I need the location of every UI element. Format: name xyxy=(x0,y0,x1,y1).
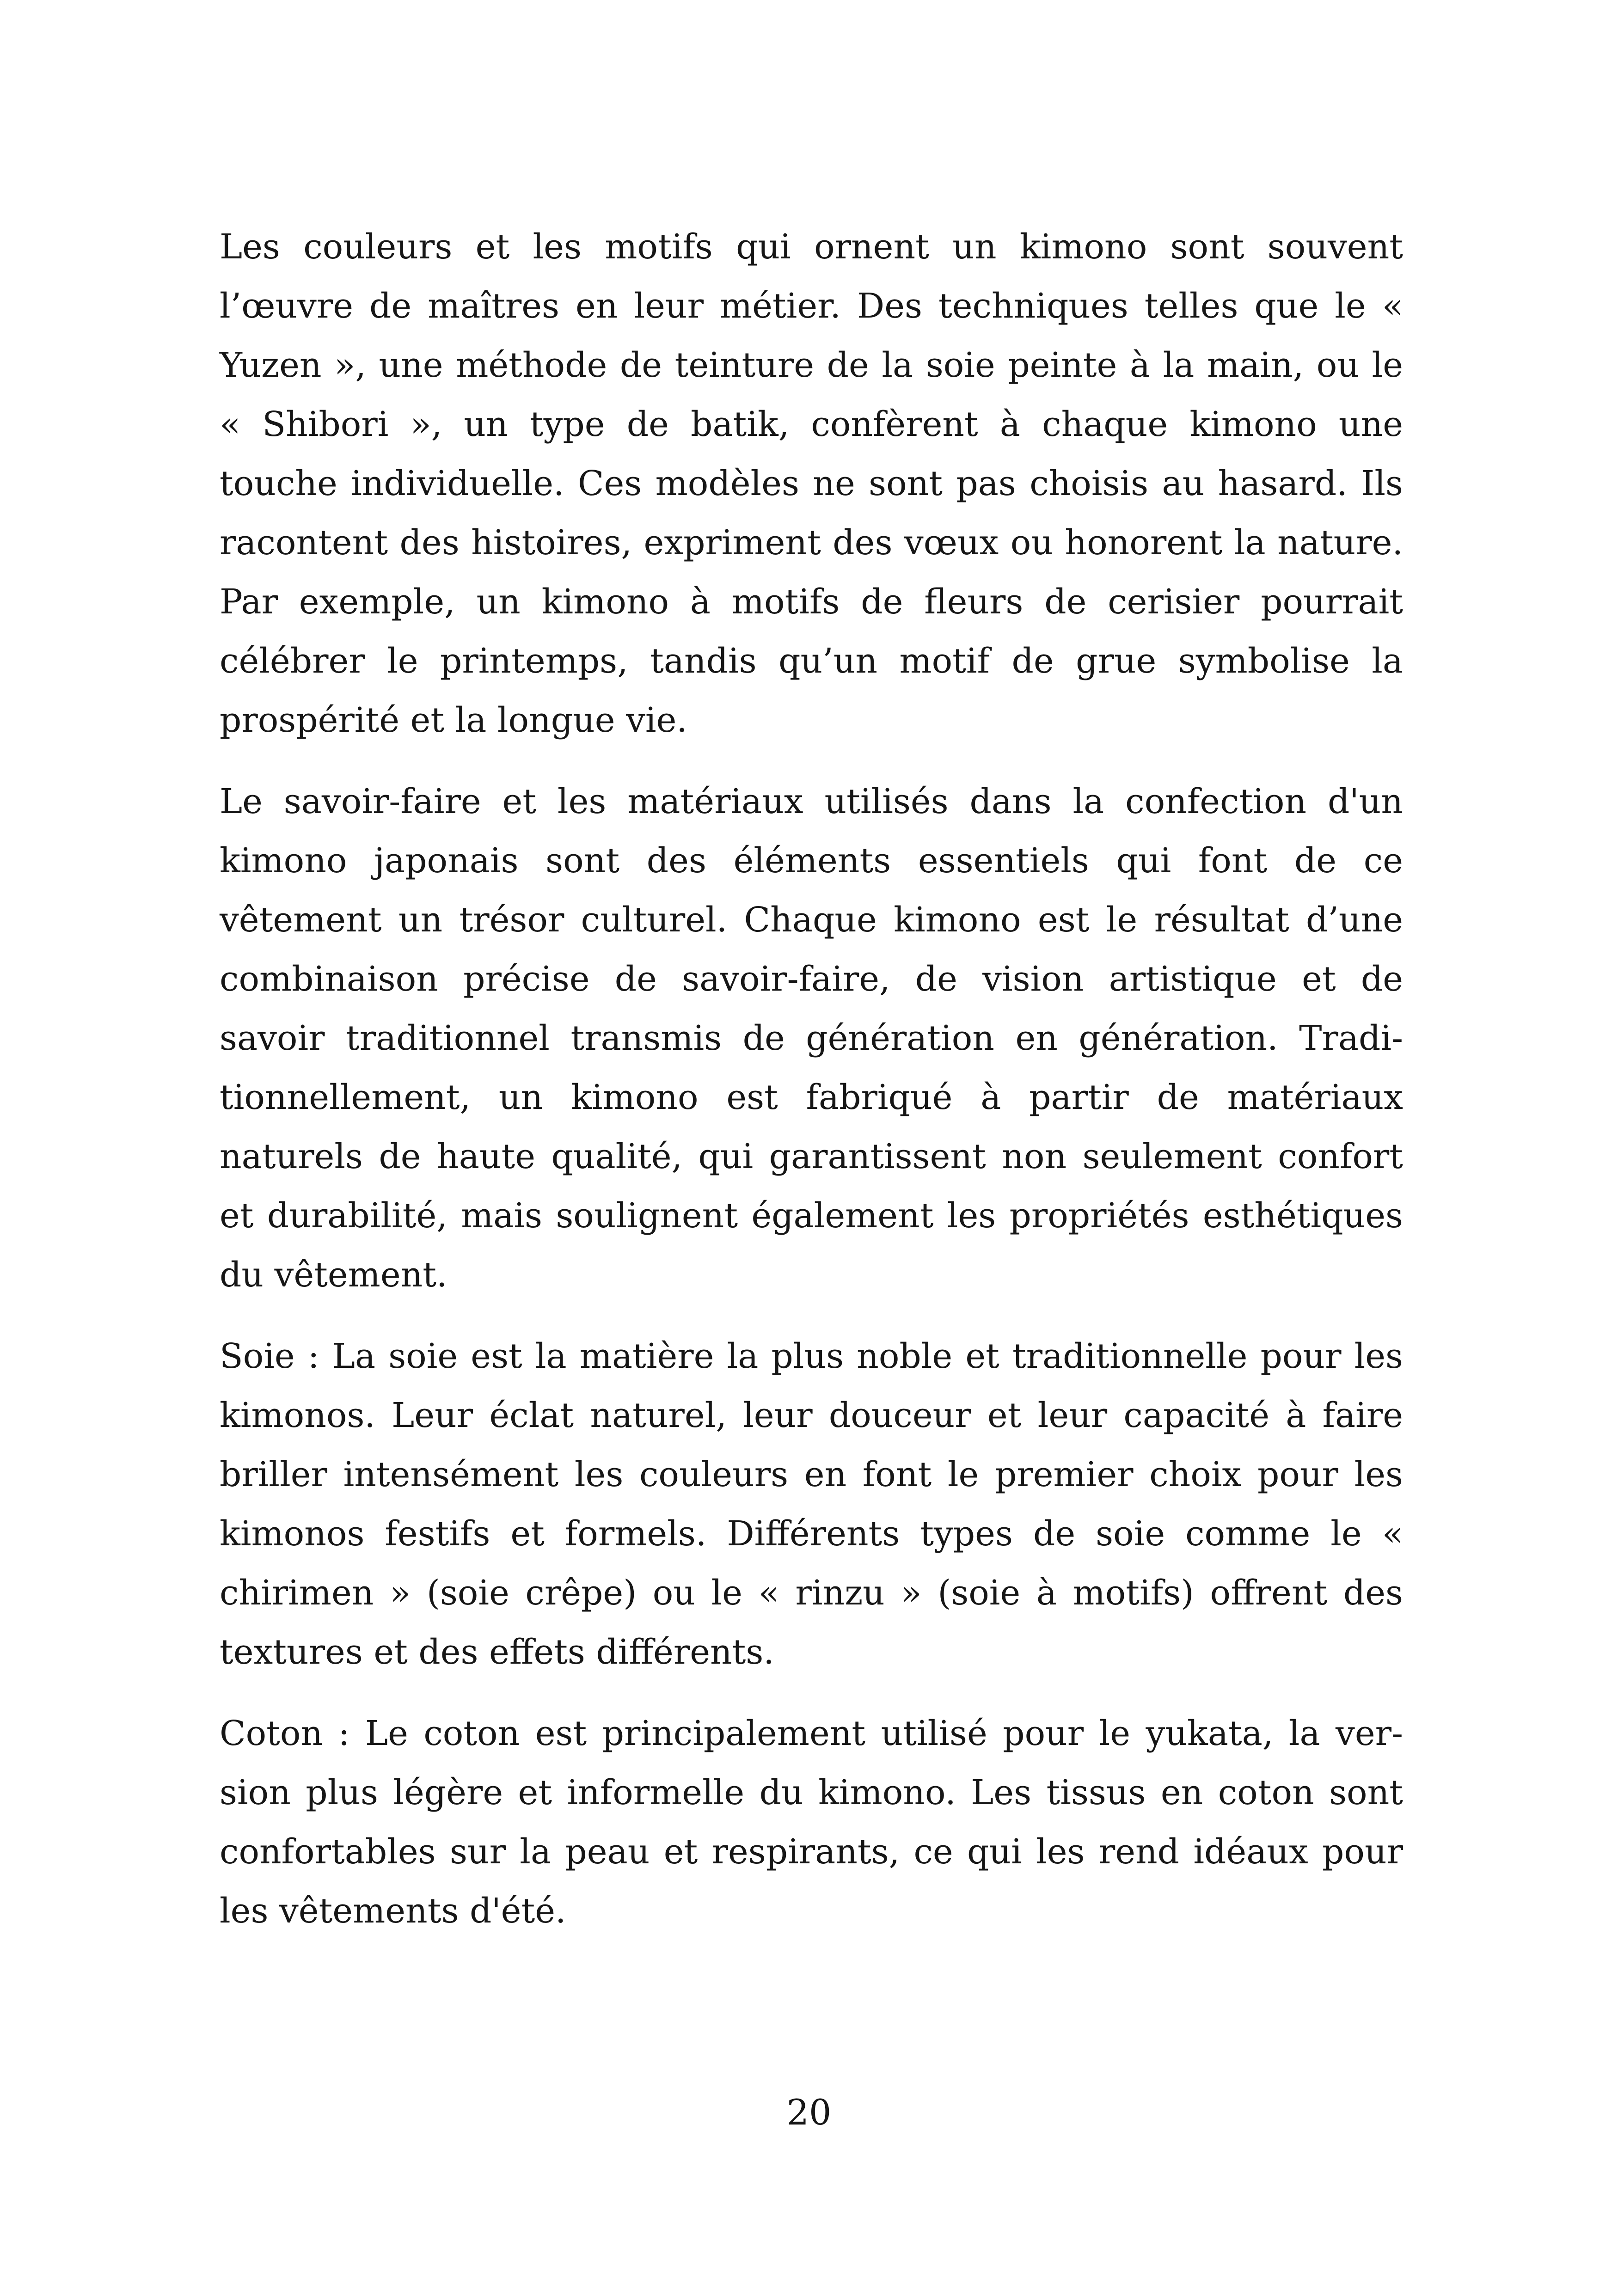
paragraph-cotton: Coton : Le coton est principalement utilisé pour le yukata, la version plus légère et informelle du kimono. Les tissus en coton sont confortables sur la peau et respirants, ce qui les rend idéaux pour les vêtements d'été. xyxy=(220,1714,1403,1931)
paragraph-kimono-colors-motifs: Les couleurs et les motifs qui ornent un kimono sont souvent l’œuvre de maîtres en leur métier. Des techniques telles que le « Yuzen », une méthode de teinture de la soie peinte à la main, ou le « Shibori », un type de batik, confèrent à chaque kimono une touche individuelle. Ces modèles ne sont pas choisis au hasard. Ils racontent des histoires, expriment des vœux ou honorent la nature. Par exemple, un kimono à motifs de fleurs de cerisier pourrait célébrer le printemps, tandis qu’un motif de grue symbolise la prospérité et la longue vie. xyxy=(220,227,1403,740)
page-number: 20 xyxy=(786,2092,832,2133)
paragraph-silk: Soie : La soie est la matière la plus noble et traditionnelle pour les kimonos. Leur éclat naturel, leur douceur et leur capacité à faire briller intensément les couleurs en font le premier choix pour les kimonos festifs et formels. Différents types de soie comme le « chirimen » (soie crêpe) ou le « rinzu » (soie à motifs) offrent des textures et des effets différents. xyxy=(220,1336,1403,1672)
body-text xyxy=(220,217,1403,1963)
paragraph-savoir-faire-materials: Le savoir-faire et les matériaux utilisés dans la confection d'un kimono japonais sont des éléments essentiels qui font de ce vêtement un trésor culturel. Chaque kimono est le résultat d’une combinaison précise de savoir-faire, de vision artistique et de savoir traditionnel transmis de génération en génération. Traditionnellement, un kimono est fabriqué à partir de matériaux naturels de haute qualité, qui garantissent non seulement confort et durabilité, mais soulignent également les propriétés esthétiques du vêtement. xyxy=(220,782,1403,1295)
